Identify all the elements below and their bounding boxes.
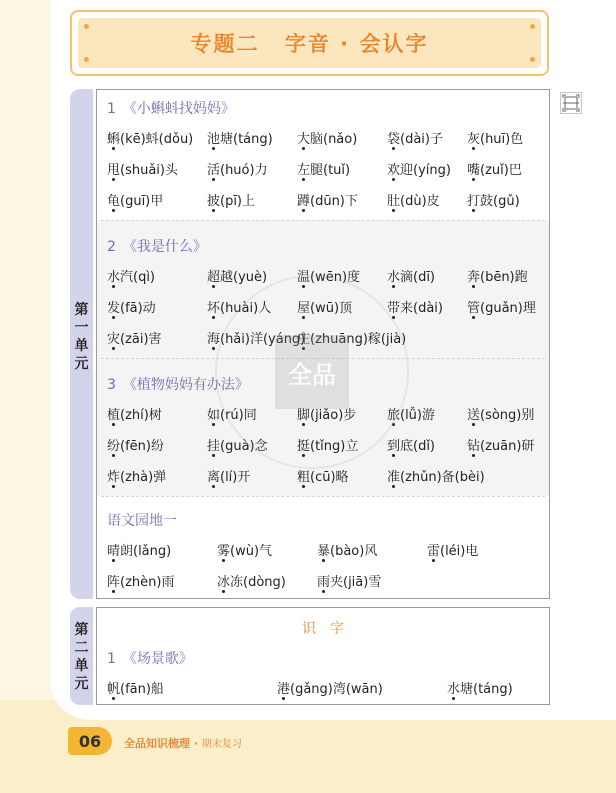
emphasis-dot (112, 454, 115, 457)
pinyin-word: 欢迎(yíng) (387, 159, 451, 178)
emphasis-dot (112, 147, 115, 150)
pinyin-word: 冰冻(dòng) (217, 571, 286, 590)
emphasis-dot (212, 285, 215, 288)
topic-title-box (70, 10, 549, 76)
unit-1-label-char: 单 (74, 338, 89, 354)
pinyin-word: 屋(wū)顶 (297, 297, 352, 316)
topic-title (183, 28, 437, 58)
emphasis-dot (472, 454, 475, 457)
pinyin-word: 脚(jiǎo)步 (297, 404, 356, 423)
emphasis-dot (392, 147, 395, 150)
pinyin-word: 管(guǎn)理 (467, 297, 536, 316)
pinyin-word: 肚(dù)皮 (387, 190, 440, 209)
pinyin-word: 雨夹(jiā)雪 (317, 571, 381, 590)
emphasis-dot (212, 454, 215, 457)
emphasis-dot (212, 209, 215, 212)
emphasis-dot (112, 316, 115, 319)
emphasis-dot (112, 178, 115, 181)
pinyin-word: 披(pī)上 (207, 190, 255, 209)
pinyin-word: 晴朗(lǎng) (107, 540, 171, 559)
emphasis-dot (112, 347, 115, 350)
unit-2-heading: 识 字 (302, 621, 344, 637)
unit-1-label-char: 第 (74, 302, 89, 318)
unit-2-label-char: 二 (74, 640, 89, 656)
pinyin-word: 挺(tǐng)立 (297, 435, 358, 454)
pinyin-word: 暴(bào)风 (317, 540, 377, 559)
emphasis-dot (212, 316, 215, 319)
pinyin-word: 大脑(nǎo) (297, 128, 357, 147)
pinyin-word: 嘴(zuǐ)巴 (467, 159, 522, 178)
unit-2-label-char: 单 (74, 658, 89, 674)
emphasis-dot (222, 559, 225, 562)
watermark-stamp (215, 275, 409, 469)
pinyin-word: 钻(zuān)研 (467, 435, 534, 454)
pinyin-word: 炸(zhà)弹 (107, 466, 166, 485)
pinyin-word: 阵(zhèn)雨 (107, 571, 174, 590)
pinyin-word: 如(rú)同 (207, 404, 257, 423)
scan-code-icon[interactable] (560, 92, 582, 114)
section-title: 1 《场景歌》 (107, 651, 193, 667)
watermark-text: 全品 (275, 335, 349, 409)
emphasis-dot (302, 485, 305, 488)
unit-2-label-char: 元 (74, 676, 89, 692)
pinyin-word: 帆(fān)船 (107, 678, 164, 697)
emphasis-dot (302, 178, 305, 181)
pinyin-word: 海(hǎi)洋(yáng) (207, 328, 305, 347)
pinyin-word: 池塘(táng) (207, 128, 273, 147)
page-number: 06 (68, 727, 112, 755)
emphasis-dot (392, 209, 395, 212)
pinyin-word: 离(lí)开 (207, 466, 250, 485)
pinyin-word: 蹲(dūn)下 (297, 190, 358, 209)
pinyin-word: 挂(guà)念 (207, 435, 268, 454)
emphasis-dot (212, 347, 215, 350)
pinyin-word: 庄(zhuāng)稼(jià) (297, 328, 406, 347)
unit-1-label-char: 一 (74, 320, 89, 336)
pinyin-word: 水塘(táng) (447, 678, 513, 697)
divider (101, 220, 545, 221)
section-title: 3 《植物妈妈有办法》 (107, 377, 249, 393)
emphasis-dot (452, 697, 455, 700)
unit-2-tab (70, 607, 93, 705)
emphasis-dot (472, 316, 475, 319)
pinyin-word: 植(zhí)树 (107, 404, 162, 423)
emphasis-dot (112, 423, 115, 426)
pinyin-word: 水汽(qì) (107, 266, 155, 285)
pinyin-word: 准(zhǔn)备(bèi) (387, 466, 485, 485)
pinyin-word: 纷(fēn)纷 (107, 435, 164, 454)
emphasis-dot (112, 697, 115, 700)
emphasis-dot (212, 423, 215, 426)
emphasis-dot (112, 590, 115, 593)
pinyin-word: 送(sòng)别 (467, 404, 534, 423)
emphasis-dot (472, 285, 475, 288)
emphasis-dot (212, 485, 215, 488)
footer-title: 全品知识梳理 · 期末复习 (124, 737, 242, 750)
emphasis-dot (112, 485, 115, 488)
emphasis-dot (472, 178, 475, 181)
emphasis-dot (112, 209, 115, 212)
unit-1-tab (70, 89, 93, 599)
emphasis-dot (222, 590, 225, 593)
pinyin-word: 超越(yuè) (207, 266, 267, 285)
pinyin-word: 打鼓(gǔ) (467, 190, 520, 209)
section-title: 1 《小蝌蚪找妈妈》 (107, 101, 235, 117)
pinyin-word: 活(huó)力 (207, 159, 268, 178)
emphasis-dot (392, 285, 395, 288)
emphasis-dot (112, 559, 115, 562)
emphasis-dot (392, 454, 395, 457)
pinyin-word: 粗(cū)略 (297, 466, 349, 485)
emphasis-dot (322, 590, 325, 593)
pinyin-word: 左腿(tuǐ) (297, 159, 350, 178)
pinyin-word: 发(fā)动 (107, 297, 156, 316)
pinyin-word: 袋(dài)子 (387, 128, 443, 147)
pinyin-word: 带来(dài) (387, 297, 443, 316)
emphasis-dot (472, 209, 475, 212)
divider (101, 496, 545, 497)
pinyin-word: 到底(dǐ) (387, 435, 435, 454)
emphasis-dot (282, 697, 285, 700)
pinyin-word: 蝌(kē)蚪(dǒu) (107, 128, 193, 147)
pinyin-word: 坏(huài)人 (207, 297, 271, 316)
pinyin-word: 旅(lǚ)游 (387, 404, 435, 423)
pinyin-word: 灰(huī)色 (467, 128, 523, 147)
section-title: 2 《我是什么》 (107, 239, 207, 255)
pinyin-word: 港(gǎng)湾(wān) (277, 678, 383, 697)
topic-name: 字音 · 会认字 (284, 32, 429, 56)
emphasis-dot (302, 147, 305, 150)
pinyin-word: 雾(wù)气 (217, 540, 272, 559)
unit-2-label-char: 第 (74, 622, 89, 638)
unit-1-label-char: 元 (74, 356, 89, 372)
emphasis-dot (472, 423, 475, 426)
emphasis-dot (392, 485, 395, 488)
unit-2-content (96, 607, 550, 705)
emphasis-dot (322, 559, 325, 562)
pinyin-word: 水滴(dī) (387, 266, 435, 285)
emphasis-dot (392, 178, 395, 181)
emphasis-dot (432, 559, 435, 562)
emphasis-dot (212, 147, 215, 150)
emphasis-dot (112, 285, 115, 288)
pinyin-word: 甩(shuǎi)头 (107, 159, 178, 178)
pinyin-word: 灾(zāi)害 (107, 328, 162, 347)
pinyin-word: 雷(léi)电 (427, 540, 478, 559)
emphasis-dot (302, 209, 305, 212)
topic-number: 专题二 (190, 32, 260, 56)
section-title: 语文园地一 (107, 513, 177, 529)
emphasis-dot (472, 147, 475, 150)
emphasis-dot (212, 178, 215, 181)
pinyin-word: 龟(guī)甲 (107, 190, 163, 209)
pinyin-word: 温(wēn)度 (297, 266, 360, 285)
pinyin-word: 奔(bēn)跑 (467, 266, 528, 285)
